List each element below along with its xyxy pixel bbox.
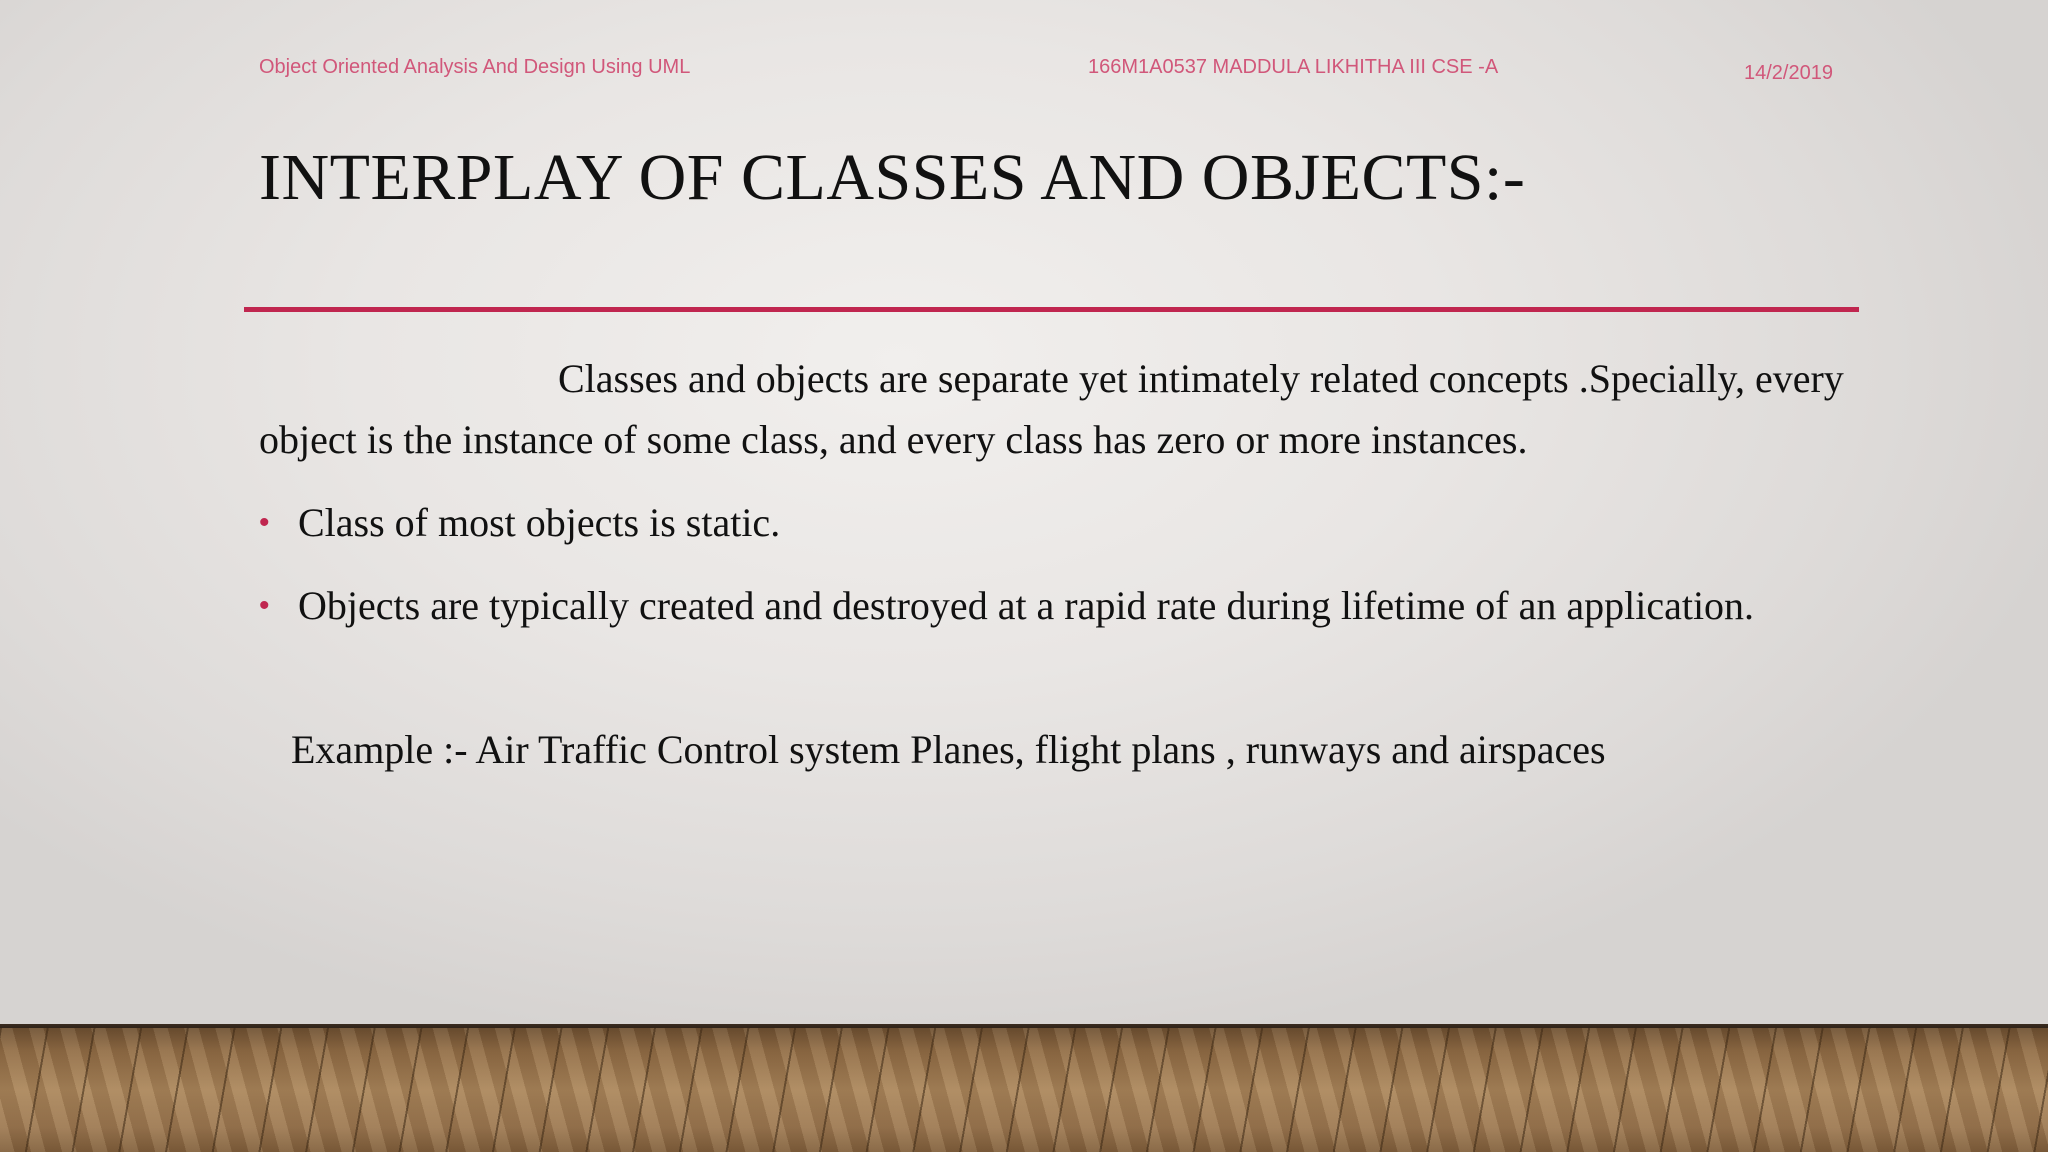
bullet-item	[259, 575, 1849, 636]
slide-title: INTERPLAY OF CLASSES AND OBJECTS:-	[259, 141, 1526, 214]
title-divider	[244, 307, 1859, 312]
wood-floor-background	[0, 1028, 2048, 1152]
header-date: 14/2/2019	[1744, 62, 1833, 84]
header-course: Object Oriented Analysis And Design Using UML	[259, 56, 691, 78]
header-author: 166M1A0537 MADDULA LIKHITHA III CSE -A	[1088, 56, 1499, 78]
bullet-dot-icon: •	[259, 506, 270, 539]
bullet-dot-icon: •	[259, 589, 270, 622]
bullet-text: Class of most objects is static.	[298, 500, 781, 545]
intro-paragraph: Classes and objects are separate yet intimately related concepts .Specially, every object is the instance of some class, and every class has zero or more instances.	[259, 356, 1844, 462]
example-text: Example :- Air Traffic Control system Planes, flight plans , runways and airspaces	[291, 727, 1606, 772]
bullet-item	[259, 492, 1849, 553]
bullet-text: Objects are typically created and destroyed at a rapid rate during lifetime of an application.	[298, 583, 1755, 628]
